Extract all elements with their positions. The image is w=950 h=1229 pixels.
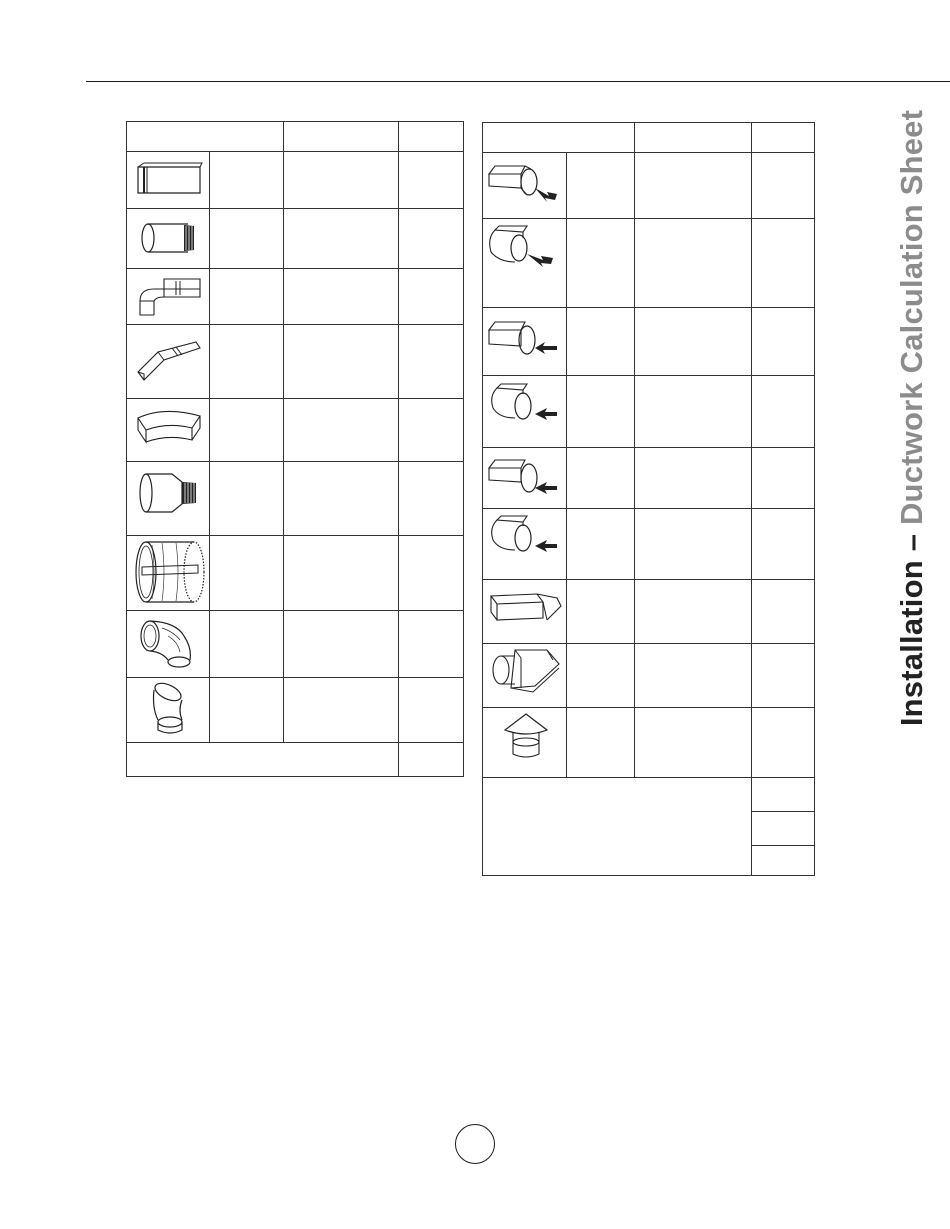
- page-title: [894, 110, 930, 726]
- rectangular-elbow-icon: [134, 275, 204, 319]
- rect-to-round-transition-offset-icon: [485, 452, 561, 502]
- header-rule: [86, 81, 950, 82]
- rectangular-flat-elbow-icon: [134, 402, 204, 452]
- rect-to-round-transition-straight-icon: [485, 158, 561, 208]
- page-title-primary: Installation –: [894, 525, 929, 727]
- round-damper-icon: [132, 537, 208, 607]
- page-title-secondary: Ductwork Calculation Sheet: [894, 109, 929, 526]
- round-duct-icon: [134, 217, 204, 259]
- roof-cap-icon: [499, 708, 553, 764]
- wall-cap-round-icon: [487, 646, 563, 696]
- wall-cap-rectangular-icon: [487, 584, 563, 634]
- rectangular-45-elbow-icon: [134, 334, 204, 386]
- rect-to-round-transition-elbow-in-icon: [485, 380, 561, 430]
- round-45-elbow-icon: [138, 680, 200, 736]
- rect-to-round-transition-offset-elbow-icon: [485, 512, 561, 562]
- rectangular-duct-icon: [134, 159, 204, 201]
- round-90-elbow-icon: [134, 614, 204, 672]
- rect-to-round-transition-straight-in-icon: [485, 316, 561, 366]
- rect-to-round-transition-elbow-icon: [485, 222, 561, 272]
- page-number-circle: [455, 1124, 495, 1164]
- round-reducer-icon: [134, 468, 204, 518]
